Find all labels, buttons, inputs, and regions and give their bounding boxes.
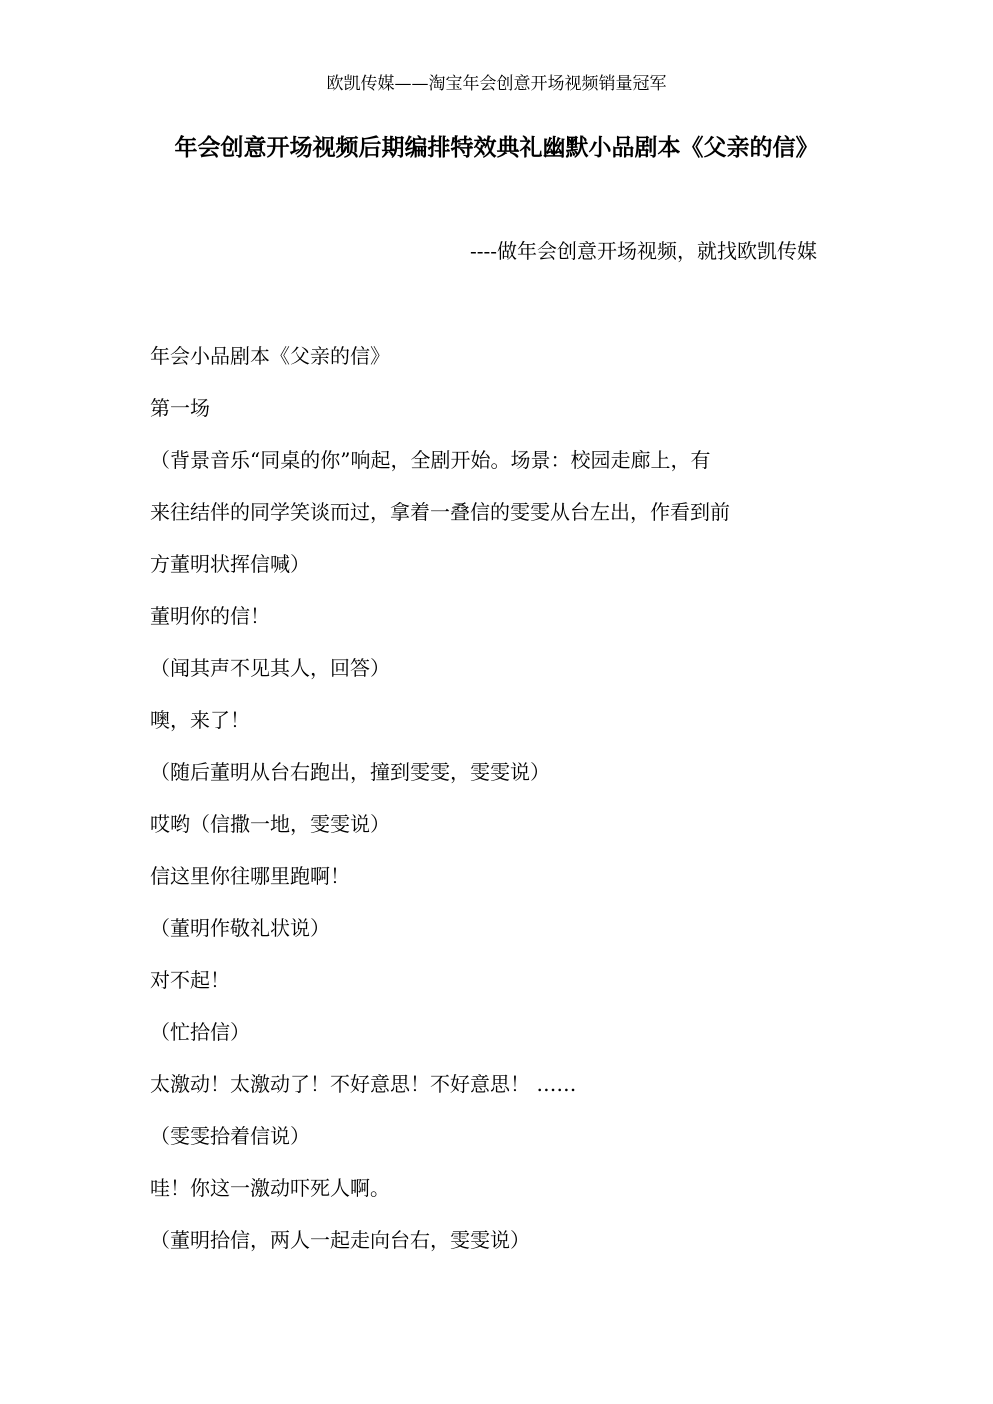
body-line: 方董明状挥信喊）: [150, 552, 310, 576]
document-body: [150, 339, 840, 1275]
body-line: 第一场: [150, 396, 210, 420]
body-line: （忙拾信）: [150, 1020, 250, 1044]
body-line: 信这里你往哪里跑啊！: [150, 864, 350, 888]
body-line: 年会小品剧本《父亲的信》: [150, 344, 390, 368]
body-line: （董明拾信，两人一起走向台右，雯雯说）: [150, 1228, 530, 1252]
byline: ----做年会创意开场视频，就找欧凯传媒: [469, 239, 817, 263]
page-header: 欧凯传媒——淘宝年会创意开场视频销量冠军: [326, 74, 667, 94]
body-line: 来往结伴的同学笑谈而过，拿着一叠信的雯雯从台左出，作看到前: [150, 500, 730, 524]
body-line: （随后董明从台右跑出，撞到雯雯，雯雯说）: [150, 760, 550, 784]
body-line: 对不起！: [150, 968, 230, 992]
body-line: 太激动！太激动了！不好意思！不好意思！ ……: [150, 1072, 577, 1096]
body-line: 哎哟（信撒一地，雯雯说）: [150, 812, 390, 836]
body-line: 噢，来了！: [150, 708, 250, 732]
document-title: 年会创意开场视频后期编排特效典礼幽默小品剧本《父亲的信》: [174, 134, 819, 161]
body-line: （雯雯拾着信说）: [150, 1124, 310, 1148]
body-line: （董明作敬礼状说）: [150, 916, 330, 940]
body-line: （背景音乐“同桌的你”响起，全剧开始。场景：校园走廊上，有: [150, 448, 711, 472]
body-line: 董明你的信！: [150, 604, 270, 628]
body-line: 哇！你这一激动吓死人啊。: [150, 1176, 390, 1200]
body-line: （闻其声不见其人，回答）: [150, 656, 390, 680]
